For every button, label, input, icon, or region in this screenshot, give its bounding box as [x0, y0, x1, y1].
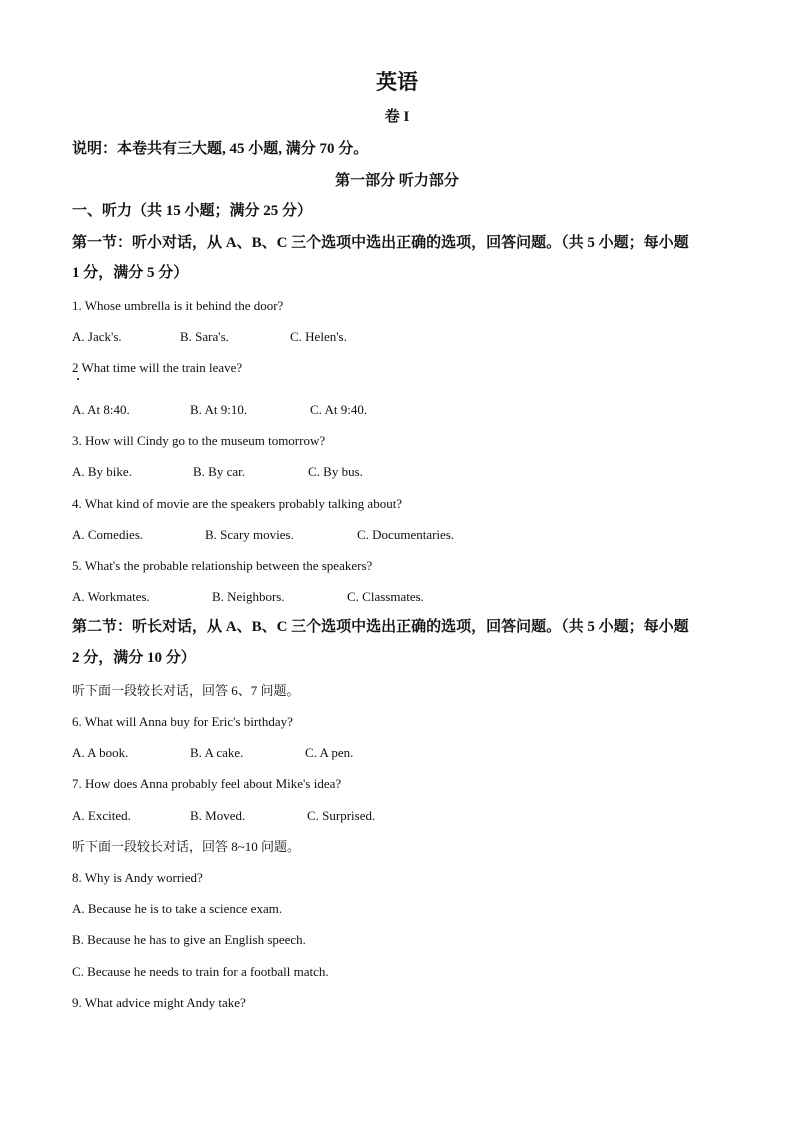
q8-option-c: C. Because he needs to train for a football match. — [72, 964, 329, 979]
sub-section-two-line1: 第二节：听长对话，从 A、B、C 三个选项中选出正确的选项，回答问题。（共 5 小题；每小题 — [72, 619, 689, 635]
q8-option-b: B. Because he has to give an English speech. — [72, 932, 306, 947]
part-one-heading: 第一部分 听力部分 — [335, 173, 459, 189]
instruction-text: 说明：本卷共有三大题, 45 小题, 满分 70 分。 — [72, 141, 369, 157]
q7-option-a: A. Excited. — [72, 808, 131, 823]
question-1: 1. Whose umbrella is it behind the door? — [72, 298, 284, 313]
q5-option-a: A. Workmates. — [72, 589, 150, 604]
long-dialogue-2-intro: 听下面一段较长对话，回答 8~10 问题。 — [72, 839, 301, 854]
q2-option-c: C. At 9:40. — [310, 402, 368, 417]
q4-option-b: B. Scary movies. — [205, 527, 294, 542]
sub-section-one-line2: 1 分，满分 5 分） — [72, 265, 189, 281]
sub-section-two-line2: 2 分，满分 10 分） — [72, 650, 196, 666]
q3-option-c: C. By bus. — [308, 464, 363, 479]
question-6: 6. What will Anna buy for Eric's birthday? — [72, 714, 293, 729]
q4-option-c: C. Documentaries. — [357, 527, 455, 542]
question-9: 9. What advice might Andy take? — [72, 995, 246, 1010]
question-7: 7. How does Anna probably feel about Mike's idea? — [72, 776, 342, 791]
question-4: 4. What kind of movie are the speakers probably talking about? — [72, 496, 403, 511]
q3-option-a: A. By bike. — [72, 464, 132, 479]
q2-option-b: B. At 9:10. — [190, 402, 248, 417]
stray-dot — [77, 378, 79, 380]
question-5: 5. What's the probable relationship between the speakers? — [72, 558, 373, 573]
question-8: 8. Why is Andy worried? — [72, 870, 203, 885]
q2-option-a: A. At 8:40. — [72, 402, 130, 417]
page-title: 英语 — [376, 70, 418, 94]
long-dialogue-1-intro: 听下面一段较长对话，回答 6、7 问题。 — [72, 683, 300, 698]
question-2: 2 What time will the train leave? — [72, 360, 243, 375]
q6-option-a: A. A book. — [72, 745, 129, 760]
q3-option-b: B. By car. — [193, 464, 245, 479]
question-3: 3. How will Cindy go to the museum tomorrow? — [72, 433, 326, 448]
q5-option-b: B. Neighbors. — [212, 589, 285, 604]
q6-option-c: C. A pen. — [305, 745, 354, 760]
q1-option-c: C. Helen's. — [290, 329, 347, 344]
q7-option-c: C. Surprised. — [307, 808, 376, 823]
q5-option-c: C. Classmates. — [347, 589, 424, 604]
q4-option-a: A. Comedies. — [72, 527, 144, 542]
q1-option-b: B. Sara's. — [180, 329, 229, 344]
q7-option-b: B. Moved. — [190, 808, 246, 823]
q1-option-a: A. Jack's. — [72, 329, 122, 344]
volume-label: 卷 I — [384, 109, 410, 125]
q6-option-b: B. A cake. — [190, 745, 244, 760]
section-one-heading: 一、听力（共 15 小题；满分 25 分） — [72, 203, 313, 219]
q8-option-a: A. Because he is to take a science exam. — [72, 901, 283, 916]
sub-section-one-line1: 第一节：听小对话，从 A、B、C 三个选项中选出正确的选项，回答问题。（共 5 小题；每小题 — [72, 235, 689, 251]
